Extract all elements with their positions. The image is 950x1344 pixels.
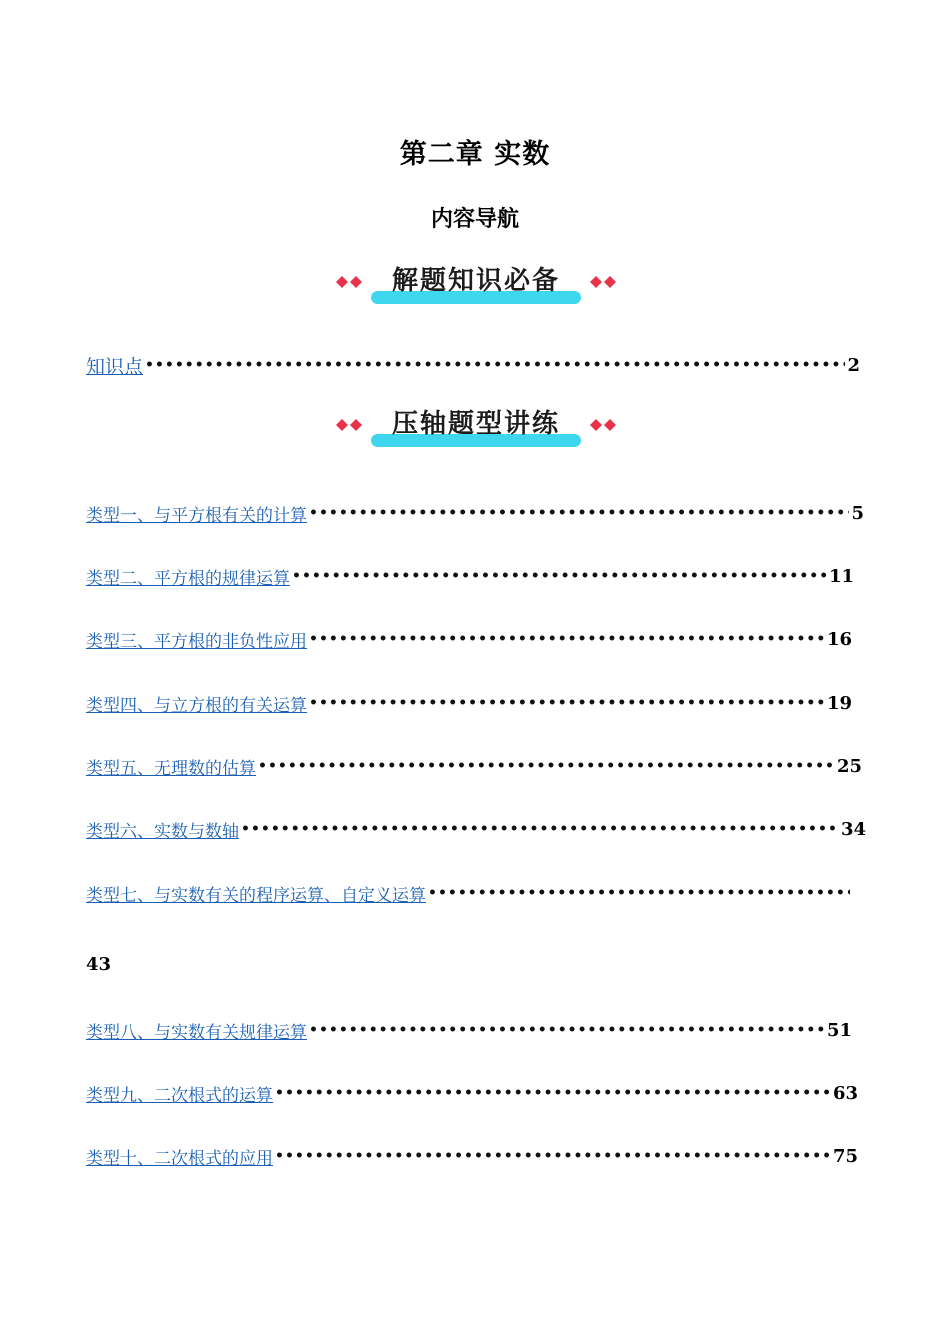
dot-leader	[292, 568, 827, 584]
toc-link[interactable]: 类型一、与平方根有关的计算	[86, 505, 307, 526]
banner-title: 解题知识必备	[391, 266, 560, 296]
toc-row-type-4	[86, 688, 852, 718]
toc-link[interactable]: 类型九、二次根式的运算	[86, 1085, 273, 1106]
toc-link[interactable]: 类型五、无理数的估算	[86, 758, 256, 779]
dot-leader	[309, 505, 849, 521]
page-number: 43	[86, 954, 112, 975]
toc-row-type-1	[86, 498, 864, 528]
toc-row-type-6	[86, 814, 866, 844]
page-number: 51	[826, 1019, 852, 1041]
banner-title: 压轴题型讲练	[391, 409, 560, 439]
diamond-ornament-icon	[586, 417, 618, 433]
toc-link-knowledge[interactable]: 知识点	[86, 355, 144, 378]
section-banner-knowledge	[334, 262, 618, 310]
diamond-ornament-icon	[334, 417, 366, 433]
page-number: 75	[832, 1145, 858, 1167]
page-number: 16	[826, 628, 852, 650]
toc-link[interactable]: 类型十、二次根式的应用	[86, 1148, 273, 1169]
toc-link[interactable]: 类型三、平方根的非负性应用	[86, 631, 307, 652]
chapter-title: 第二章 实数	[399, 139, 551, 170]
toc-row-type-2	[86, 561, 854, 591]
toc-row-type-7	[86, 878, 850, 908]
toc-link[interactable]: 类型七、与实数有关的程序运算、自定义运算	[86, 885, 426, 906]
page-number: 19	[826, 692, 852, 714]
dot-leader	[275, 1148, 831, 1164]
nav-title: 内容导航	[430, 206, 519, 232]
toc-row-type-9	[86, 1078, 858, 1108]
toc-row-type-5	[86, 751, 862, 781]
page-number: 5	[851, 502, 864, 524]
dot-leader	[428, 885, 850, 901]
toc-link[interactable]: 类型四、与立方根的有关运算	[86, 695, 307, 716]
toc-link[interactable]: 类型八、与实数有关规律运算	[86, 1022, 307, 1043]
diamond-ornament-icon	[586, 274, 618, 290]
dot-leader	[241, 821, 839, 837]
dot-leader	[258, 758, 835, 774]
page-number: 11	[828, 565, 854, 587]
page-number: 2	[847, 354, 860, 376]
toc-link[interactable]: 类型二、平方根的规律运算	[86, 568, 290, 589]
toc-link[interactable]: 类型六、实数与数轴	[86, 821, 239, 842]
toc-row-type-3	[86, 624, 852, 654]
dot-leader	[309, 631, 825, 647]
dot-leader	[309, 695, 825, 711]
toc-row-type-10	[86, 1141, 858, 1171]
dot-leader	[275, 1085, 831, 1101]
section-banner-types	[334, 405, 618, 453]
page-number: 34	[840, 818, 866, 840]
page-number: 25	[836, 755, 862, 777]
page-number: 63	[832, 1082, 858, 1104]
dot-leader	[309, 1022, 825, 1038]
dot-leader	[145, 357, 845, 373]
toc-row-type-8	[86, 1015, 852, 1045]
diamond-ornament-icon	[334, 274, 366, 290]
toc-row-knowledge	[86, 350, 860, 380]
